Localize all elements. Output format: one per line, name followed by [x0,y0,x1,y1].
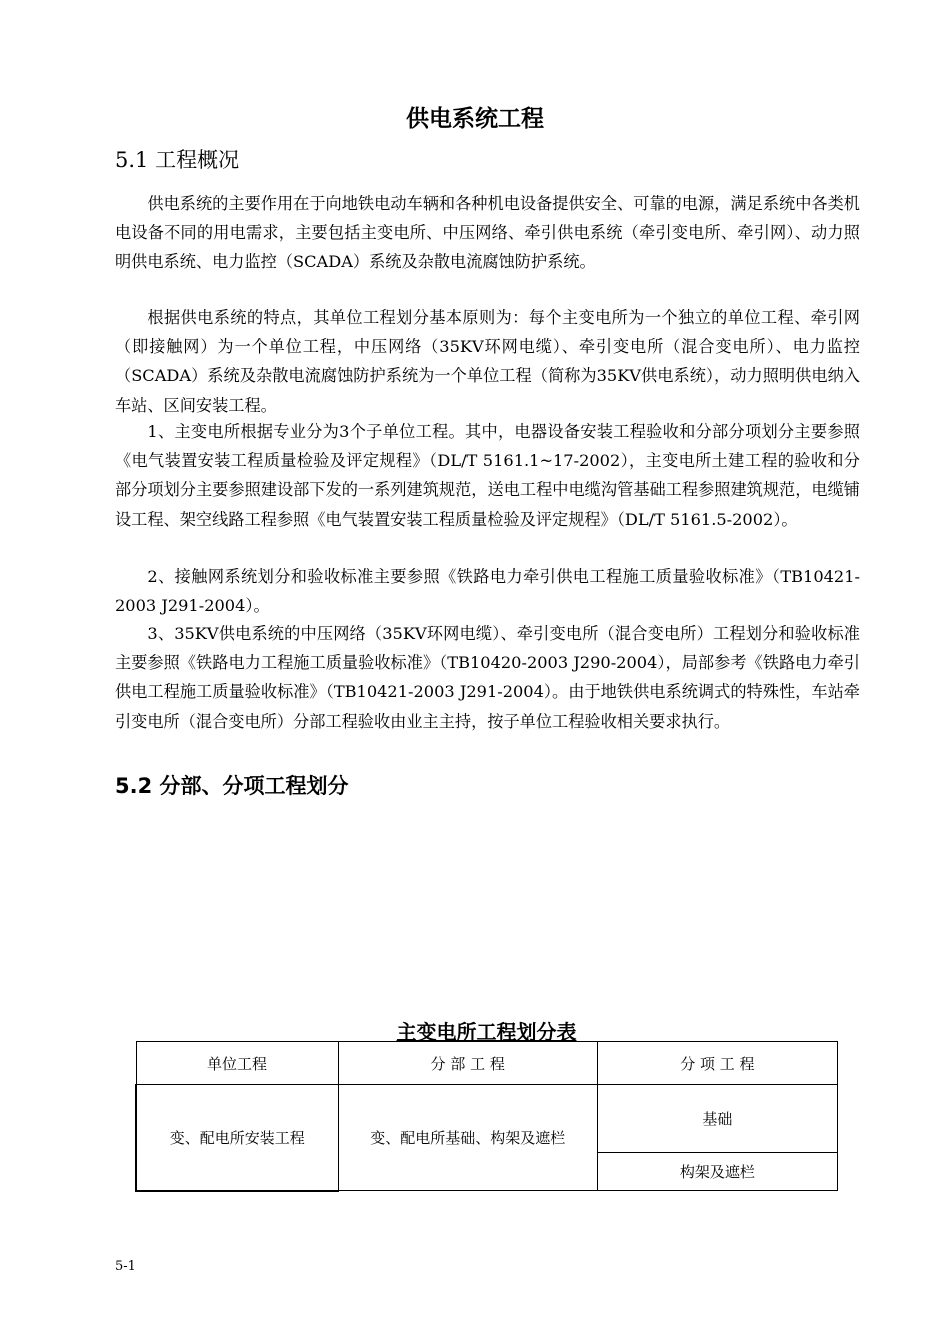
paragraph-main-substation: 1、主变电所根据专业分为3个子单位工程。其中，电器设备安装工程验收和分部分项划分主要参照《电气装置安装工程质量检验及评定规程》（DL/T 5161.1~17-2002），主变电所土建工程的验收和分部分项划分主要参照建设部下发的一系列建筑规范，送电工程中电缆沟管基础工程参照建筑规范，电缆铺设工程、架空线路工程参照《电气装置安装工程质量检验及评定规程》（DL/T 5161.5-2002）。 [115,422,860,529]
page-title: 供电系统工程 [406,106,544,132]
paragraph-division-principle: 根据供电系统的特点，其单位工程划分基本原则为：每个主变电所为一个独立的单位工程、牵引网（即接触网）为一个单位工程，中压网络（35KV环网电缆）、牵引变电所（混合变电所）、电力监控（SCADA）系统及杂散电流腐蚀防护系统为一个单位工程（简称为35KV供电系统），动力照明供电纳入车站、区间安装工程。 [115,308,860,415]
table-row [136,1085,838,1153]
paragraph-35kv-system: 3、35KV供电系统的中压网络（35KV环网电缆）、牵引变电所（混合变电所）工程划分和验收标准主要参照《铁路电力工程施工质量验收标准》（TB10420-2003 J290-2004），局部参考《铁路电力牵引供电工程施工质量验收标准》（TB10421-2003 J291-2004）。由于地铁供电系统调式的特殊性，车站牵引变电所（混合变电所）分部工程验收由业主主持，按子单位工程验收相关要求执行。 [115,624,860,731]
page-number: 5-1 [115,1259,136,1274]
cell-unit-project: 变、配电所安装工程 [136,1085,338,1191]
section-heading-division: 5.2 分部、分项工程划分 [115,774,349,798]
table-title: 主变电所工程划分表 [396,1020,577,1044]
header-sub-item: 分 项 工 程 [597,1042,837,1085]
section-heading-overview: 5.1 工程概况 [115,148,240,172]
header-division-project: 分 部 工 程 [338,1042,597,1085]
table-header-row [136,1042,838,1085]
paragraph-purpose: 供电系统的主要作用在于向地铁电动车辆和各种机电设备提供安全、可靠的电源，满足系统中各类机电设备不同的用电需求，主要包括主变电所、中压网络、牵引供电系统（牵引变电所、牵引网）、动力照明供电系统、电力监控（SCADA）系统及杂散电流腐蚀防护系统。 [115,194,860,272]
division-table [135,1041,838,1192]
header-unit-project: 单位工程 [136,1042,338,1085]
paragraph-catenary: 2、接触网系统划分和验收标准主要参照《铁路电力牵引供电工程施工质量验收标准》（TB10421-2003 J291-2004）。 [115,567,860,616]
cell-sub-item-frame: 构架及遮栏 [597,1153,837,1191]
cell-division-project: 变、配电所基础、构架及遮栏 [338,1085,597,1191]
cell-sub-item-foundation: 基础 [597,1085,837,1153]
